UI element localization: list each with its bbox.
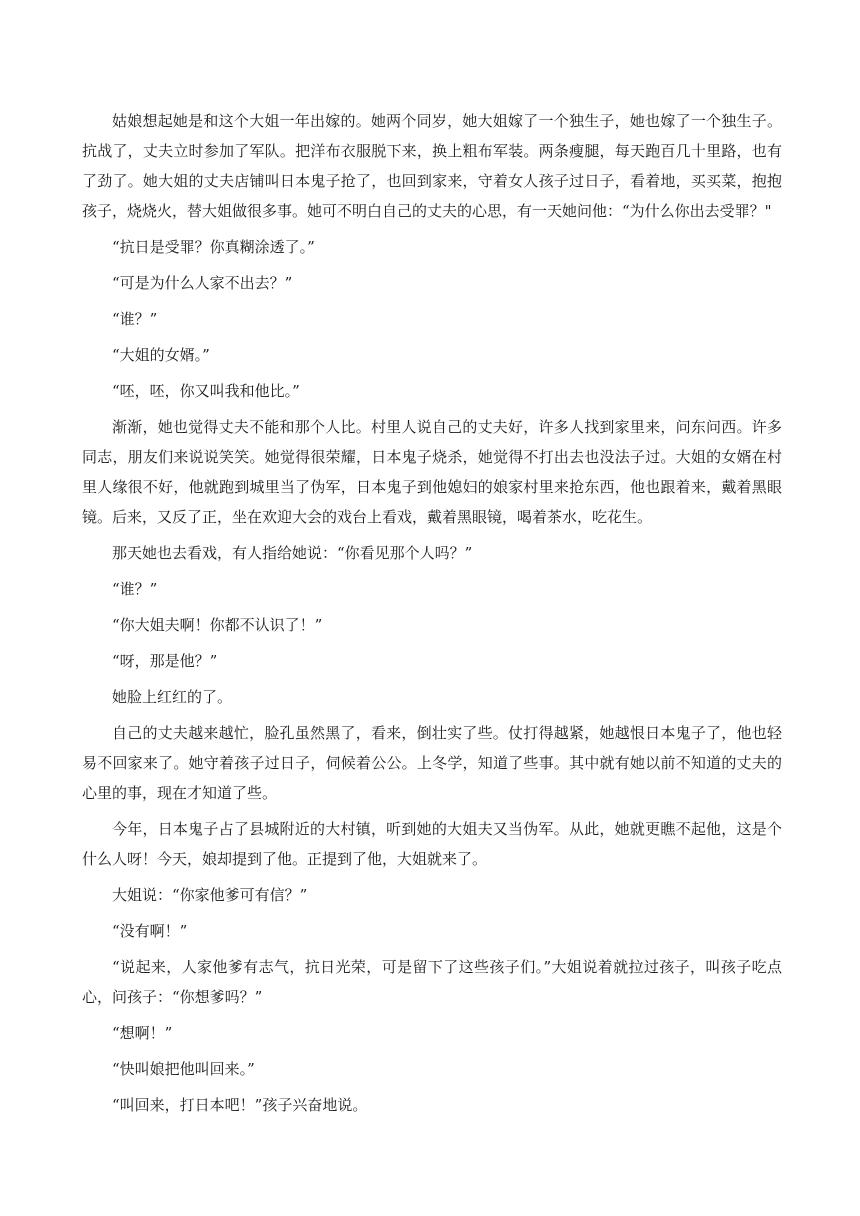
- paragraph: “谁？”: [112, 580, 158, 598]
- paragraph: “想啊！”: [112, 1024, 173, 1042]
- paragraph: 那天她也去看戏，有人指给她说：“你看见那个人吗？”: [112, 544, 473, 562]
- paragraph: 姑娘想起她是和这个大姐一年出嫁的。她两个同岁，她大姐嫁了一个独生子，她也嫁了一个独生子。抗战了，丈夫立时参加了军队。把洋布衣服脱下来，换上粗布军装。两条瘦腿，每天跑百几十里路，也有了劲了。她大姐的丈夫店铺叫日本鬼子抢了，也回到家来，守着女人孩子过日子，看着地，买买菜，抱抱孩子，烧烧火，替大姐做很多事。她可不明白自己的丈夫的心思，有一天她问他：“为什么你出去受罪？": [82, 112, 782, 220]
- paragraph: “你大姐夫啊！你都不认识了！”: [112, 616, 323, 634]
- paragraph: 大姐说：“你家他爹可有信？”: [112, 886, 308, 904]
- paragraph: “呀，那是他？”: [112, 652, 218, 670]
- paragraph: “可是为什么人家不出去？”: [112, 274, 293, 292]
- document-body: [82, 106, 782, 1120]
- paragraph: 今年，日本鬼子占了县城附近的大村镇，听到她的大姐夫又当伪军。从此，她就更瞧不起他，这是个什么人呀！今天，娘却提到了他。正提到了他，大姐就来了。: [82, 820, 782, 868]
- paragraph: “没有啊！”: [112, 922, 188, 940]
- paragraph: 渐渐，她也觉得丈夫不能和那个人比。村里人说自己的丈夫好，许多人找到家里来，问东问西。许多同志，朋友们来说说笑笑。她觉得很荣耀，日本鬼子烧杀，她觉得不打出去也没法子过。大姐的女婿在村里人缘很不好，他就跑到城里当了伪军，日本鬼子到他媳妇的娘家村里来抢东西，他也跟着来，戴着黑眼镜。后来，又反了正，坐在欢迎大会的戏台上看戏，戴着黑眼镜，喝着茶水，吃花生。: [82, 418, 782, 526]
- paragraph: 自己的丈夫越来越忙，脸孔虽然黑了，看来，倒壮实了些。仗打得越紧，她越恨日本鬼子了，他也轻易不回家来了。她守着孩子过日子，伺候着公公。上冬学，知道了些事。其中就有她以前不知道的丈夫的心里的事，现在才知道了些。: [82, 724, 782, 802]
- paragraph: “说起来，人家他爹有志气，抗日光荣，可是留下了这些孩子们。”大姐说着就拉过孩子，叫孩子吃点心，问孩子：“你想爹吗？”: [82, 958, 782, 1006]
- paragraph: “叫回来，打日本吧！”孩子兴奋地说。: [112, 1096, 368, 1114]
- paragraph: “抗日是受罪？你真糊涂透了。”: [112, 238, 315, 256]
- paragraph: “快叫娘把他叫回来。”: [112, 1060, 255, 1078]
- paragraph: 她脸上红红的了。: [112, 688, 233, 706]
- paragraph: “呸，呸，你又叫我和他比。”: [112, 382, 300, 400]
- paragraph: “谁？”: [112, 310, 158, 328]
- paragraph: “大姐的女婿。”: [112, 346, 210, 364]
